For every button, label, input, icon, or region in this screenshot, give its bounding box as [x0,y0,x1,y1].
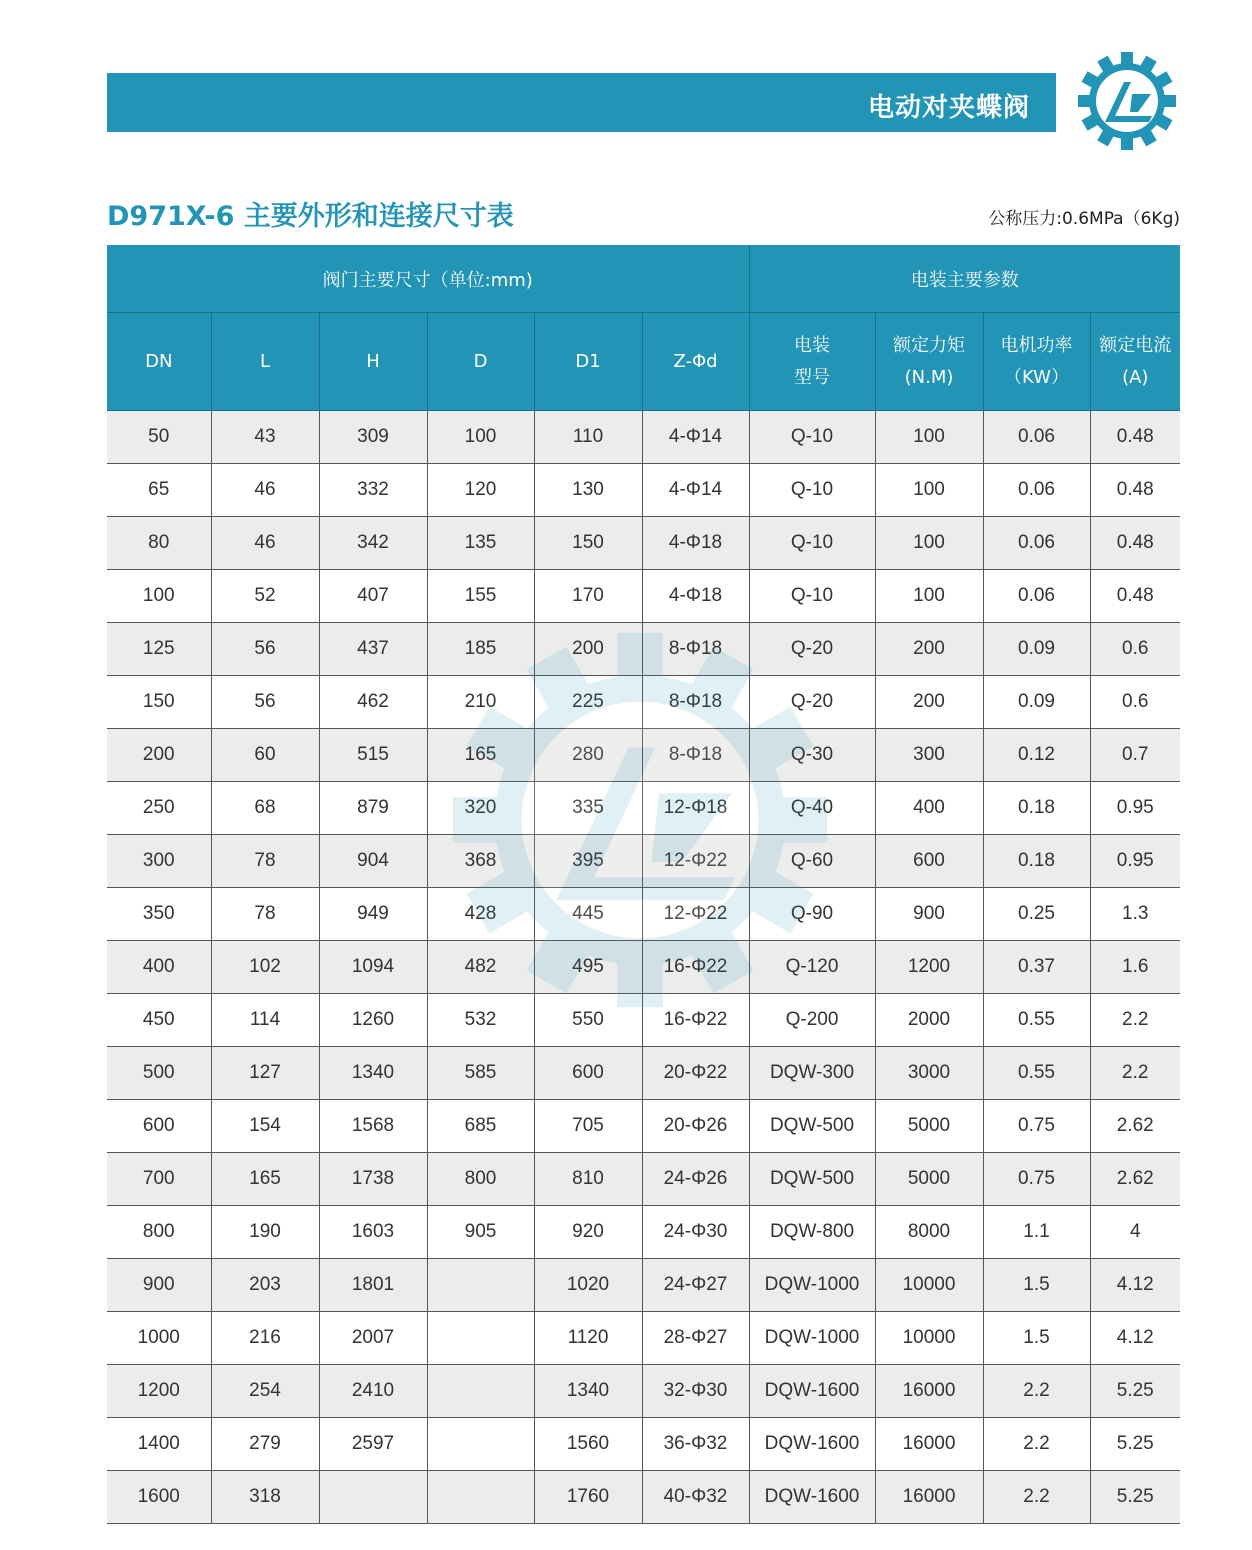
table-cell: 52 [211,570,319,623]
table-row [107,1047,1180,1100]
table-cell: 165 [427,729,534,782]
table-cell: 350 [107,888,211,941]
column-header-label: H [366,350,380,372]
table-cell: 28-Φ27 [642,1312,749,1365]
table-cell: 36-Φ32 [642,1418,749,1471]
table-cell: 1603 [319,1206,427,1259]
table-row [107,1418,1180,1471]
table-cell: 203 [211,1259,319,1312]
table-cell: Q-60 [749,835,875,888]
table-cell: 500 [107,1047,211,1100]
table-cell: 100 [107,570,211,623]
table-cell: 705 [534,1100,642,1153]
table-cell: 4-Φ18 [642,570,749,623]
table-cell: 1738 [319,1153,427,1206]
table-cell: 407 [319,570,427,623]
table-body [107,411,1180,1524]
table-cell: 185 [427,623,534,676]
table-cell: DQW-1000 [749,1259,875,1312]
table-cell: 120 [427,464,534,517]
table-cell: Q-30 [749,729,875,782]
table-cell: 56 [211,676,319,729]
table-cell: 2410 [319,1365,427,1418]
table-cell: 0.09 [983,676,1090,729]
table-cell: Q-20 [749,623,875,676]
table-cell: 5.25 [1090,1418,1180,1471]
table-cell: 920 [534,1206,642,1259]
table-cell: 800 [427,1153,534,1206]
table-cell: 16-Φ22 [642,994,749,1047]
table-cell: 320 [427,782,534,835]
table-cell: 4 [1090,1206,1180,1259]
table-cell: 2.2 [983,1418,1090,1471]
table-cell: 65 [107,464,211,517]
table-cell: 154 [211,1100,319,1153]
table-row [107,570,1180,623]
table-cell: 900 [875,888,983,941]
table-cell: 250 [107,782,211,835]
table-cell: 2.2 [983,1471,1090,1524]
column-header-label: （KW） [1004,366,1069,388]
table-cell: 12-Φ18 [642,782,749,835]
table-cell: 300 [875,729,983,782]
table-cell: DQW-1600 [749,1471,875,1524]
table-cell: 0.06 [983,464,1090,517]
table-cell: 135 [427,517,534,570]
table-cell: 0.55 [983,1047,1090,1100]
table-cell: 190 [211,1206,319,1259]
table-cell: 4-Φ14 [642,464,749,517]
table-cell: 600 [534,1047,642,1100]
table-cell: 4-Φ18 [642,517,749,570]
table-cell: 462 [319,676,427,729]
table-cell: 0.48 [1090,464,1180,517]
table-cell: 5000 [875,1100,983,1153]
table-cell: 879 [319,782,427,835]
table-cell: DQW-1600 [749,1418,875,1471]
table-cell: 225 [534,676,642,729]
table-row [107,782,1180,835]
table-cell: 1120 [534,1312,642,1365]
table-cell: 1200 [875,941,983,994]
table-cell: 0.06 [983,570,1090,623]
column-header-label: (A) [1122,366,1149,388]
table-cell: 60 [211,729,319,782]
table-cell: Q-120 [749,941,875,994]
table-row [107,888,1180,941]
table-cell: 16-Φ22 [642,941,749,994]
table-cell [427,1312,534,1365]
table-cell: 0.25 [983,888,1090,941]
table-cell: DQW-800 [749,1206,875,1259]
table-cell: 949 [319,888,427,941]
table-row [107,1100,1180,1153]
table-cell: 1.5 [983,1312,1090,1365]
table-cell: 0.75 [983,1100,1090,1153]
table-cell: 905 [427,1206,534,1259]
table-cell: 495 [534,941,642,994]
table-cell: Q-200 [749,994,875,1047]
table-cell: 4.12 [1090,1259,1180,1312]
column-header [875,313,983,411]
table-row [107,623,1180,676]
table-cell: DQW-300 [749,1047,875,1100]
table-cell: 130 [534,464,642,517]
table-cell: 78 [211,888,319,941]
column-header-label: L [259,350,271,372]
table-cell: 43 [211,411,319,464]
dimension-table [107,245,1180,1524]
table-cell: 10000 [875,1312,983,1365]
table-cell: 100 [427,411,534,464]
table-cell: 1000 [107,1312,211,1365]
column-header-label: 电装 [794,334,830,356]
table-cell: 1200 [107,1365,211,1418]
table-cell: 318 [211,1471,319,1524]
table-row [107,1312,1180,1365]
table-cell: 46 [211,517,319,570]
column-header [534,313,642,411]
table-cell [319,1471,427,1524]
table-cell: 8-Φ18 [642,676,749,729]
table-cell: 515 [319,729,427,782]
table-row [107,1153,1180,1206]
table-cell: 8-Φ18 [642,623,749,676]
table-cell [427,1471,534,1524]
column-header-label: (N.M) [904,366,954,388]
column-header-label: Z-Φd [673,350,718,372]
table-cell: 0.12 [983,729,1090,782]
table-cell: 125 [107,623,211,676]
table-row [107,1365,1180,1418]
table-cell: 32-Φ30 [642,1365,749,1418]
table-cell: 1340 [319,1047,427,1100]
table-cell: Q-20 [749,676,875,729]
gear-logo-icon [1072,46,1182,156]
table-cell: 0.95 [1090,835,1180,888]
table-cell: 2.62 [1090,1100,1180,1153]
table-cell: 0.6 [1090,676,1180,729]
table-cell: 50 [107,411,211,464]
table-cell: 1020 [534,1259,642,1312]
table-cell: 0.06 [983,411,1090,464]
table-cell: 450 [107,994,211,1047]
table-cell: 165 [211,1153,319,1206]
table-cell: 16000 [875,1418,983,1471]
column-header-label: 型号 [794,366,830,388]
table-cell: DQW-500 [749,1100,875,1153]
table-cell: 335 [534,782,642,835]
table-cell: 2.62 [1090,1153,1180,1206]
table-cell [427,1259,534,1312]
table-cell: 16000 [875,1471,983,1524]
table-cell: 0.6 [1090,623,1180,676]
table-cell: 114 [211,994,319,1047]
table-cell: 110 [534,411,642,464]
table-cell: 127 [211,1047,319,1100]
column-header [319,313,427,411]
table-cell: 150 [107,676,211,729]
table-row [107,411,1180,464]
column-header-label: DN [145,350,173,372]
table-cell: 585 [427,1047,534,1100]
table-cell: 550 [534,994,642,1047]
table-cell: Q-10 [749,570,875,623]
table-cell: 0.95 [1090,782,1180,835]
table-row [107,517,1180,570]
table-cell: 400 [875,782,983,835]
table-cell: 20-Φ26 [642,1100,749,1153]
column-header [427,313,534,411]
table-cell [427,1365,534,1418]
table-cell: 102 [211,941,319,994]
table-cell: 16000 [875,1365,983,1418]
table-cell: 4.12 [1090,1312,1180,1365]
table-cell: 1760 [534,1471,642,1524]
table-cell: 0.48 [1090,411,1180,464]
table-cell: DQW-500 [749,1153,875,1206]
table-cell: 342 [319,517,427,570]
table-cell: 0.75 [983,1153,1090,1206]
table-cell: 904 [319,835,427,888]
table-cell: 0.06 [983,517,1090,570]
table-cell: 685 [427,1100,534,1153]
table-cell: 200 [107,729,211,782]
table-cell: 80 [107,517,211,570]
table-cell: DQW-1000 [749,1312,875,1365]
table-cell: 1.5 [983,1259,1090,1312]
column-header-label: 电机功率 [1000,334,1073,356]
table-cell: 428 [427,888,534,941]
table-cell: 700 [107,1153,211,1206]
table-cell: 5000 [875,1153,983,1206]
table-cell: 4-Φ14 [642,411,749,464]
group-header-valve: 阀门主要尺寸（单位:mm) [107,245,749,313]
table-cell: 532 [427,994,534,1047]
table-cell: 200 [875,676,983,729]
table-cell: 1.3 [1090,888,1180,941]
table-cell: 400 [107,941,211,994]
table-cell: 24-Φ27 [642,1259,749,1312]
table-cell: 395 [534,835,642,888]
table-cell: 279 [211,1418,319,1471]
title-banner [107,73,1056,132]
table-cell: 2.2 [1090,1047,1180,1100]
table-cell: 368 [427,835,534,888]
banner-title: 电动对夹蝶阀 [867,93,1030,123]
table-cell: 5.25 [1090,1365,1180,1418]
table-cell: 3000 [875,1047,983,1100]
table-cell: 216 [211,1312,319,1365]
column-header-label: D1 [575,350,601,372]
table-cell: 12-Φ22 [642,835,749,888]
table-cell: Q-10 [749,517,875,570]
table-cell: 1340 [534,1365,642,1418]
table-cell: 0.48 [1090,570,1180,623]
table-cell: 46 [211,464,319,517]
table-cell: 0.48 [1090,517,1180,570]
column-header [642,313,749,411]
table-row [107,1206,1180,1259]
table-cell: 170 [534,570,642,623]
table-cell: 1568 [319,1100,427,1153]
table-cell: 280 [534,729,642,782]
table-cell: 437 [319,623,427,676]
column-header [1090,313,1180,411]
table-cell: 309 [319,411,427,464]
table-cell: 1260 [319,994,427,1047]
table-cell: 300 [107,835,211,888]
table-cell: 1801 [319,1259,427,1312]
column-header [211,313,319,411]
table-cell: 210 [427,676,534,729]
table-row [107,729,1180,782]
group-header-actuator: 电装主要参数 [749,245,1180,313]
table-cell: Q-10 [749,464,875,517]
table-cell: 600 [875,835,983,888]
table-row [107,1471,1180,1524]
table-row [107,835,1180,888]
table-cell: 800 [107,1206,211,1259]
table-cell: 78 [211,835,319,888]
table-cell: 100 [875,517,983,570]
table-cell: 2000 [875,994,983,1047]
column-header [749,313,875,411]
table-cell: 100 [875,570,983,623]
table-cell: 482 [427,941,534,994]
table-cell: 900 [107,1259,211,1312]
table-cell: 1600 [107,1471,211,1524]
table-cell: 600 [107,1100,211,1153]
table-cell: 0.37 [983,941,1090,994]
page-title: D971X-6 主要外形和连接尺寸表 [107,201,514,232]
table-cell: 2597 [319,1418,427,1471]
table-cell [427,1418,534,1471]
table-cell: 0.18 [983,835,1090,888]
table-cell: 445 [534,888,642,941]
column-header-label: D [473,350,488,372]
table-row [107,994,1180,1047]
table-cell: 1.1 [983,1206,1090,1259]
table-cell: 200 [875,623,983,676]
group-header-row [107,245,1180,313]
table-cell: 0.7 [1090,729,1180,782]
table-cell: 2.2 [983,1365,1090,1418]
table-cell: 810 [534,1153,642,1206]
column-header-row [107,313,1180,411]
table-cell: 1.6 [1090,941,1180,994]
column-header [107,313,211,411]
nominal-pressure: 公称压力:0.6MPa（6Kg) [988,209,1180,229]
table-cell: Q-90 [749,888,875,941]
table-cell: 1094 [319,941,427,994]
table-cell: 0.18 [983,782,1090,835]
table-cell: 155 [427,570,534,623]
table-cell: 24-Φ26 [642,1153,749,1206]
table-cell: 24-Φ30 [642,1206,749,1259]
table-cell: 150 [534,517,642,570]
table-cell: DQW-1600 [749,1365,875,1418]
table-row [107,676,1180,729]
table-cell: 5.25 [1090,1471,1180,1524]
column-header-label: 额定力矩 [893,334,965,356]
table-cell: 40-Φ32 [642,1471,749,1524]
table-row [107,1259,1180,1312]
table-cell: 100 [875,411,983,464]
table-cell: 2007 [319,1312,427,1365]
table-cell: Q-40 [749,782,875,835]
table-cell: 20-Φ22 [642,1047,749,1100]
table-cell: 56 [211,623,319,676]
table-cell: 1560 [534,1418,642,1471]
table-cell: 200 [534,623,642,676]
table-cell: 10000 [875,1259,983,1312]
table-cell: 100 [875,464,983,517]
table-row [107,464,1180,517]
column-header-label: 额定电流 [1099,334,1172,356]
table-cell: 12-Φ22 [642,888,749,941]
table-cell: 332 [319,464,427,517]
table-cell: 68 [211,782,319,835]
table-cell: Q-10 [749,411,875,464]
table-row [107,941,1180,994]
column-header [983,313,1090,411]
table-cell: 2.2 [1090,994,1180,1047]
table-cell: 1400 [107,1418,211,1471]
table-cell: 0.55 [983,994,1090,1047]
table-cell: 254 [211,1365,319,1418]
table-cell: 8000 [875,1206,983,1259]
table-cell: 0.09 [983,623,1090,676]
table-cell: 8-Φ18 [642,729,749,782]
